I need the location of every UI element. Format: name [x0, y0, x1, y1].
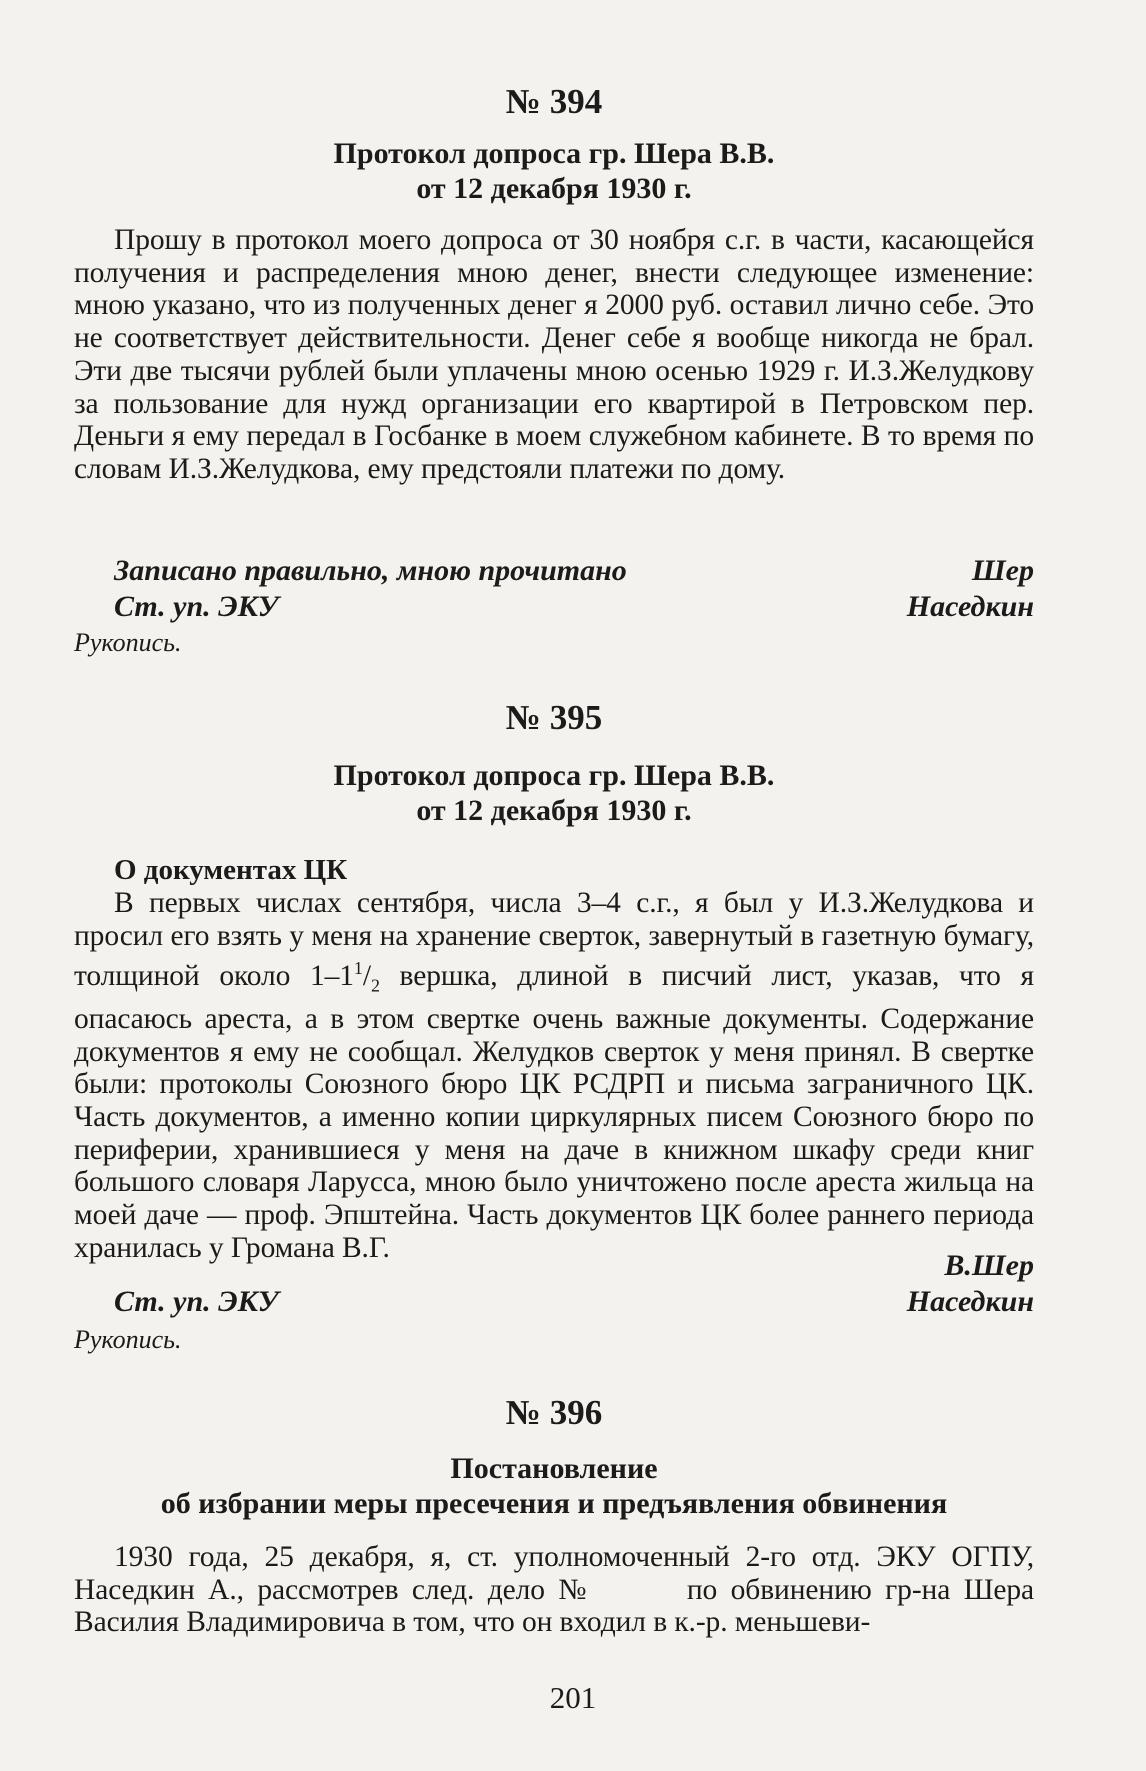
fraction-denominator: 2	[370, 976, 380, 997]
doc-395-signatures	[74, 1248, 1034, 1356]
signature-v-sher: В.Шер	[944, 1249, 1034, 1282]
signature-row-1	[74, 553, 1034, 589]
doc-395-number: № 395	[505, 698, 603, 737]
doc-394-date: от 12 декабря 1930 г.	[416, 172, 692, 205]
doc-395-body-part2: вершка, длиной в писчий лист, указав, что я опасаюсь ареста, а в этом свертке очень важные документы. Содержание документов я ему не сообщал. Желудков сверток у меня принял. В свертке были: протоколы Союзного бюро ЦК РСДРП и письма заграничного ЦК. Часть документов, а именно копии циркулярных писем Союзного бюро по периферии, хранившиеся у меня на даче в книжном шкафу среди книг большого словаря Ларусса, мною было уничтожено после ареста жильца на моей даче — проф. Эпштейна. Часть документов ЦК более раннего периода хранилась у Громана В.Г.	[74, 960, 1034, 1264]
manuscript-note: Рукопись.	[74, 628, 182, 657]
signature-row-2	[74, 1284, 1034, 1320]
doc-395-body: В первых числах сентября, числа 3–4 с.г., я был у И.З.Желудкова и просил его взять у меня на хранение сверток, завернутый в газетную бумагу, толщиной около $1-1^1/_2$ вершка, длиной в писчий лист, указав, что я опасаюсь ареста, а в этом свертке очень важные документы. Содержание документов я ему не сообщал. Желудков сверток у меня принял. В свертке были: протоколы Союзного бюро ЦК РСДРП и письма заграничного ЦК. Часть документов, а именно копии циркулярных писем Союзного бюро по периферии, хранившиеся у меня на даче в книжном шкафу среди книг большого словаря Ларусса, мною было уничтожено после ареста жильца на моей даче — проф. Эпштейна. Часть документов ЦК более раннего периода хранилась у Громана В.Г.	[74, 887, 1034, 1264]
doc-396-title-line2: об избрании меры пресечения и предъявления обвинения	[160, 1487, 948, 1520]
doc-394-number: № 394	[505, 82, 603, 121]
signature-sher: Шер	[971, 554, 1034, 587]
signature-nasedkin: Наседкин	[906, 1285, 1034, 1318]
doc-395	[74, 698, 1034, 1264]
doc-395-date: от 12 декабря 1930 г.	[416, 794, 692, 827]
fraction-numerator: 1	[353, 958, 363, 979]
doc-396-number: № 396	[505, 1393, 603, 1432]
doc-394	[74, 82, 1034, 486]
manuscript-note: Рукопись.	[74, 1325, 182, 1354]
recorded-correctly-text: Записано правильно, мною прочитано	[114, 554, 627, 587]
signature-row-2	[74, 589, 1034, 625]
officer-title: Ст. уп. ЭКУ	[114, 1285, 279, 1318]
page-number: 201	[549, 1680, 597, 1715]
doc-395-subhead: О документах ЦК	[114, 854, 348, 886]
doc-396-title-line1: Постановление	[450, 1452, 658, 1485]
signature-row-1	[74, 1248, 1034, 1284]
doc-395-title: Протокол допроса гр. Шера В.В.	[333, 759, 775, 792]
signature-nasedkin: Наседкин	[906, 590, 1034, 623]
doc-394-body: Прошу в протокол моего допроса от 30 ноября с.г. в части, касающейся получения и распределения мною денег, внести следующее изменение: мною указано, что из полученных денег я 2000 руб. оставил лично себе. Это не соответствует действительности. Денег себе я вообще никогда не брал. Эти две тысячи рублей были уплачены мною осенью 1929 г. И.З.Желудкову за пользование для нужд организации его квартирой в Петровском пер. Деньги я ему передал в Госбанке в моем служебном кабинете. В то время по словам И.З.Желудкова, ему предстояли платежи по дому.	[74, 224, 1034, 485]
doc-394-title: Протокол допроса гр. Шера В.В.	[333, 137, 775, 170]
doc-396	[74, 1393, 1042, 1639]
officer-title: Ст. уп. ЭКУ	[114, 590, 279, 623]
doc-395-body-part1: В первых числах сентября, числа 3–4 с.г., я был у И.З.Желудкова и просил его взять у меня на хранение сверток, завернутый в газетную бумагу, толщиной около 1–1	[74, 887, 1034, 993]
doc-396-body: 1930 года, 25 декабря, я, ст. уполномоченный 2-го отд. ЭКУ ОГПУ, Наседкин А., рассмотрев след. дело № по обвинению гр-на Шера Василия Владимировича в том, что он входил в к.-р. меньшеви-	[74, 1541, 1042, 1639]
doc-394-signatures	[74, 553, 1034, 659]
